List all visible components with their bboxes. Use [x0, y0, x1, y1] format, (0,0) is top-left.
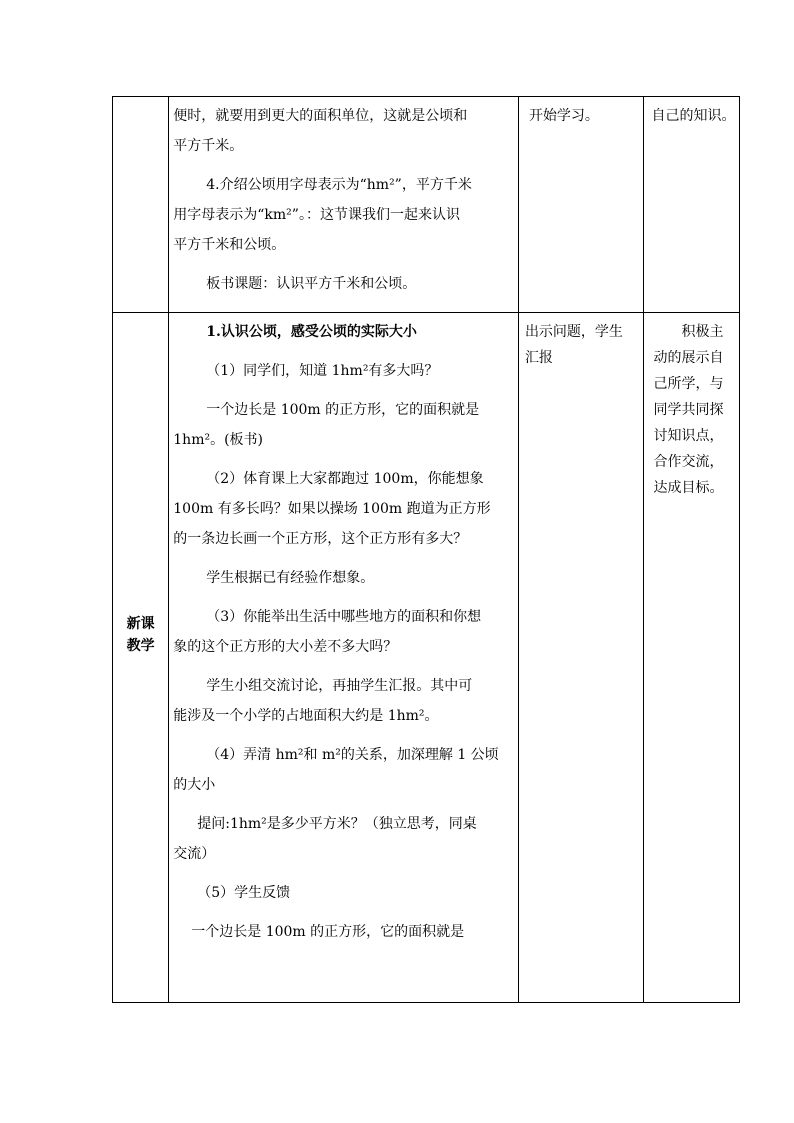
- student-activity-cell: [518, 97, 643, 313]
- stage-label-line: 教学: [126, 638, 155, 654]
- stage-label-line: 新课: [126, 616, 155, 632]
- text-line: 提问:1hm²是多少平方米？（独立思考，同桌: [197, 816, 477, 832]
- text-line: 象的这个正方形的大小差不多大吗？: [173, 639, 398, 655]
- text-line: （2）体育课上大家都跑过 100m，你能想象: [206, 471, 484, 487]
- text-line: 自己的知识。: [651, 108, 736, 124]
- text-line: 开始学习。: [528, 108, 599, 124]
- design-intent-cell: [643, 97, 739, 313]
- text-line: 学生根据已有经验作想象。: [206, 570, 375, 586]
- section-heading: 1.认识公顷，感受公顷的实际大小: [206, 324, 417, 340]
- text-line: 便时，就要用到更大的面积单位，这就是公顷和: [173, 108, 468, 124]
- text-line: 己所学，与: [653, 376, 724, 392]
- text-line: 板书课题：认识平方千米和公顷。: [206, 276, 417, 292]
- text-line: （1）同学们，知道 1hm²有多大吗？: [206, 363, 439, 379]
- table-row: [113, 313, 740, 1003]
- text-line: 的一条边长画一个正方形，这个正方形有多大？: [173, 531, 468, 547]
- text-line: 平方千米和公顷。: [173, 237, 286, 253]
- text-line: 平方千米。: [173, 138, 244, 154]
- table-row: [113, 97, 740, 313]
- text-line: 讨知识点，: [653, 428, 724, 444]
- text-line: 的大小: [173, 777, 216, 793]
- text-line: （5）学生反馈: [197, 885, 291, 901]
- lesson-plan-table: [112, 96, 740, 1003]
- text-line: 交流）: [173, 846, 216, 862]
- text-line: 合作交流，: [653, 454, 724, 470]
- text-line: （3）你能举出生活中哪些地方的面积和你想: [206, 609, 482, 625]
- text-line: 1hm²。(板书): [173, 432, 264, 448]
- text-line: 动的展示自: [653, 350, 724, 366]
- text-line: 同学共同探: [653, 402, 724, 418]
- text-line: 能涉及一个小学的占地面积大约是 1hm²。: [173, 708, 439, 724]
- content-cell: [169, 313, 519, 1003]
- stage-cell: [113, 97, 169, 313]
- text-line: 达成目标。: [653, 480, 724, 496]
- text-line: 一个边长是 100m 的正方形，它的面积就是: [206, 402, 480, 418]
- text-line: 4.介绍公顷用字母表示为“hm²”，平方千米: [206, 177, 472, 193]
- text-line: 用字母表示为“km²”。：这节课我们一起来认识: [173, 207, 460, 223]
- text-line: 一个边长是 100m 的正方形，它的面积就是: [191, 924, 465, 940]
- text-line: 100m 有多长吗？如果以操场 100m 跑道为正方形: [173, 501, 491, 517]
- stage-cell: [113, 313, 169, 1003]
- design-intent-cell: [643, 313, 739, 1003]
- content-cell: [169, 97, 519, 313]
- text-line: 出示问题，学生: [524, 324, 623, 340]
- text-line: 汇报: [524, 350, 553, 366]
- text-line: （4）弄清 hm²和 m²的关系，加深理解 1 公顷: [206, 747, 499, 763]
- text-line: 学生小组交流讨论，再抽学生汇报。其中可: [206, 678, 473, 694]
- student-activity-cell: [518, 313, 643, 1003]
- text-line: 积极主: [681, 324, 724, 340]
